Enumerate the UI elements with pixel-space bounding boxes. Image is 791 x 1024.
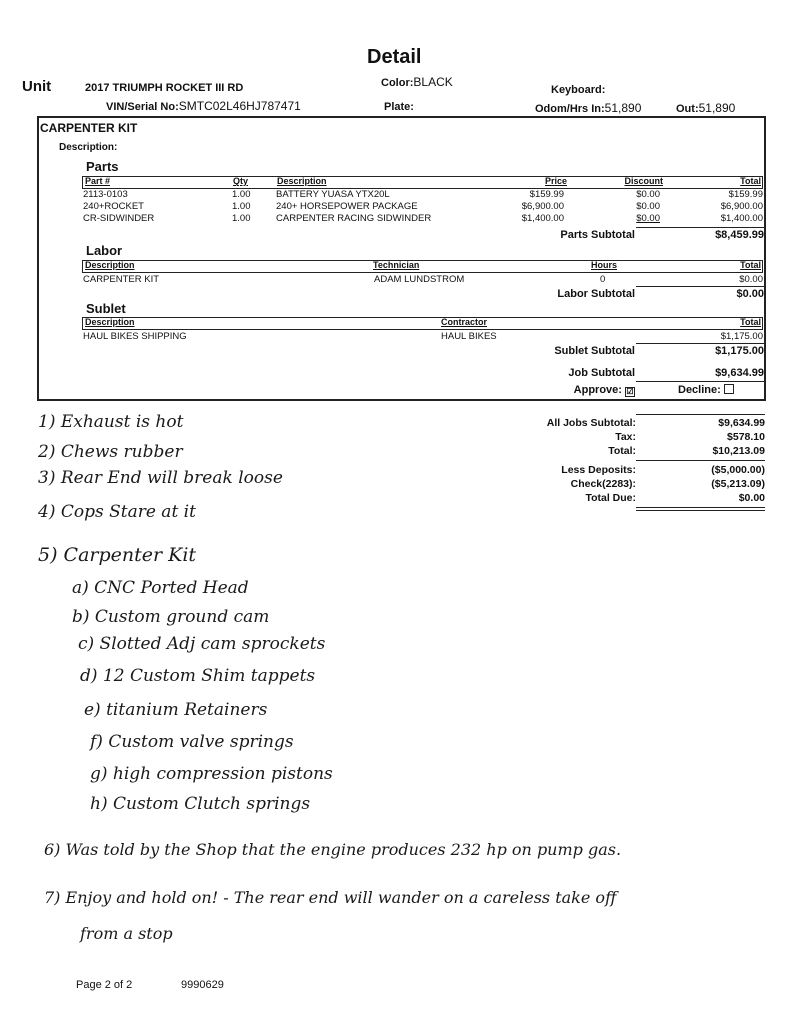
totals-label: Total: xyxy=(608,445,636,457)
handwritten-note: 4) Cops Stare at it xyxy=(38,502,196,522)
color-value: BLACK xyxy=(413,75,453,89)
parts-header xyxy=(82,176,763,189)
parts-col-qty: Qty xyxy=(233,176,249,186)
totals-double-rule xyxy=(636,507,765,511)
part-description: CARPENTER RACING SIDWINDER xyxy=(276,213,432,224)
labor-header xyxy=(82,260,763,273)
document-number: 9990629 xyxy=(181,979,224,991)
labor-title: Labor xyxy=(86,243,123,258)
parts-col-part: Part # xyxy=(85,176,111,186)
sublet-subtotal-value: $1,175.00 xyxy=(715,345,764,357)
totals-mid-rule xyxy=(636,460,765,461)
totals-label: Less Deposits: xyxy=(561,464,636,476)
totals-value: $0.00 xyxy=(738,492,765,504)
odom-out-value: 51,890 xyxy=(698,101,736,115)
totals-label: Tax: xyxy=(615,431,636,443)
job-box xyxy=(37,116,766,401)
labor-technician: ADAM LUNDSTROM xyxy=(374,274,465,285)
handwritten-subnote: g) high compression pistons xyxy=(90,764,333,784)
handwritten-subnote: f) Custom valve springs xyxy=(90,732,294,752)
vin-field xyxy=(106,99,301,113)
part-description: BATTERY YUASA YTX20L xyxy=(276,189,390,200)
part-total: $6,900.00 xyxy=(720,201,763,212)
sublet-total: $1,175.00 xyxy=(720,331,763,342)
labor-total: $0.00 xyxy=(739,274,763,285)
parts-subtotal-label: Parts Subtotal xyxy=(560,229,635,241)
job-subtotal-rule xyxy=(636,381,764,382)
decline-label: Decline: xyxy=(678,384,721,396)
job-subtotal-value: $9,634.99 xyxy=(715,367,764,379)
labor-col-description: Description xyxy=(85,260,135,270)
handwritten-note: 3) Rear End will break loose xyxy=(38,468,283,488)
sublet-description: HAUL BIKES SHIPPING xyxy=(83,331,187,342)
part-discount: $0.00 xyxy=(636,189,660,200)
sublet-col-contractor: Contractor xyxy=(441,317,488,327)
labor-hours: 0 xyxy=(600,274,606,285)
totals-value: ($5,000.00) xyxy=(711,464,765,476)
vin-value: SMTC02L46HJ787471 xyxy=(178,99,301,113)
labor-col-total: Total xyxy=(740,260,761,270)
handwritten-subnote: d) 12 Custom Shim tappets xyxy=(80,666,316,686)
sublet-header xyxy=(82,317,763,330)
approve-checkbox[interactable]: ☑ xyxy=(626,387,634,396)
part-qty: 1.00 xyxy=(232,201,251,212)
totals-top-rule xyxy=(636,414,765,415)
handwritten-note: 5) Carpenter Kit xyxy=(38,544,197,566)
decline-field xyxy=(678,384,734,396)
approve-field xyxy=(574,384,635,397)
labor-col-technician: Technician xyxy=(373,260,420,270)
color-field xyxy=(381,75,453,89)
totals-value: $10,213.09 xyxy=(712,445,765,457)
approve-label: Approve: xyxy=(573,384,622,396)
sublet-subtotal-rule xyxy=(636,343,764,344)
parts-subtotal-rule xyxy=(636,227,764,228)
job-description-label: Description: xyxy=(59,142,118,153)
parts-subtotal-value: $8,459.99 xyxy=(715,229,764,241)
sublet-title: Sublet xyxy=(86,301,126,316)
handwritten-subnote: c) Slotted Adj cam sprockets xyxy=(78,634,326,654)
handwritten-note: 6) Was told by the Shop that the engine produces 232 hp on pump gas. xyxy=(44,840,622,859)
plate-label: Plate: xyxy=(384,101,414,113)
part-number: 240+ROCKET xyxy=(83,201,144,212)
part-number: 2113-0103 xyxy=(83,189,128,200)
handwritten-note: 2) Chews rubber xyxy=(38,442,183,462)
odom-in-value: 51,890 xyxy=(604,101,642,115)
part-qty: 1.00 xyxy=(232,213,251,224)
vehicle-name: 2017 TRIUMPH ROCKET III RD xyxy=(85,82,244,94)
handwritten-subnote: a) CNC Ported Head xyxy=(72,578,249,598)
handwritten-subnote: e) titanium Retainers xyxy=(84,700,268,720)
sublet-contractor: HAUL BIKES xyxy=(441,331,497,342)
totals-value: $9,634.99 xyxy=(718,417,765,429)
keyboard-label: Keyboard: xyxy=(551,84,606,96)
handwritten-subnote: h) Custom Clutch springs xyxy=(90,794,311,814)
part-qty: 1.00 xyxy=(232,189,251,200)
labor-subtotal-rule xyxy=(636,286,764,287)
labor-col-hours: Hours xyxy=(591,260,618,270)
totals-label: Check(2283): xyxy=(570,478,636,490)
totals-value: $578.10 xyxy=(727,431,765,443)
totals-value: ($5,213.09) xyxy=(711,478,765,490)
handwritten-subnote: b) Custom ground cam xyxy=(72,607,270,627)
sublet-subtotal-label: Sublet Subtotal xyxy=(554,345,635,357)
part-price: $1,400.00 xyxy=(521,213,564,224)
page-number: Page 2 of 2 xyxy=(76,979,133,991)
vin-label: VIN/Serial No: xyxy=(106,101,179,113)
parts-col-total: Total xyxy=(740,176,761,186)
part-price: $159.99 xyxy=(529,189,564,200)
labor-description: CARPENTER KIT xyxy=(83,274,160,285)
part-description: 240+ HORSEPOWER PACKAGE xyxy=(276,201,418,212)
parts-col-price: Price xyxy=(544,176,567,186)
totals-label: All Jobs Subtotal: xyxy=(546,417,636,429)
sublet-col-description: Description xyxy=(85,317,135,327)
decline-checkbox[interactable] xyxy=(724,384,734,394)
part-total: $159.99 xyxy=(728,189,763,200)
parts-col-description: Description xyxy=(277,176,327,186)
parts-col-discount: Discount xyxy=(624,176,663,186)
color-label: Color: xyxy=(381,77,414,89)
labor-subtotal-value: $0.00 xyxy=(736,288,764,300)
odom-out-field xyxy=(676,101,735,115)
job-subtotal-label: Job Subtotal xyxy=(568,367,635,379)
part-discount: $0.00 xyxy=(636,201,660,212)
handwritten-note: 7) Enjoy and hold on! - The rear end will wander on a careless take off xyxy=(44,888,617,907)
handwritten-note: from a stop xyxy=(80,924,173,943)
odom-in-field xyxy=(535,101,641,115)
totals-label: Total Due: xyxy=(585,492,636,504)
part-discount: $0.00 xyxy=(636,213,660,224)
parts-title: Parts xyxy=(86,159,119,174)
odom-in-label: Odom/Hrs In: xyxy=(535,103,605,115)
page-title: Detail xyxy=(367,46,422,68)
unit-label: Unit xyxy=(22,78,52,95)
part-number: CR-SIDWINDER xyxy=(83,213,155,224)
odom-out-label: Out: xyxy=(676,103,699,115)
labor-subtotal-label: Labor Subtotal xyxy=(557,288,635,300)
sublet-col-total: Total xyxy=(740,317,761,327)
handwritten-note: 1) Exhaust is hot xyxy=(38,412,184,432)
part-total: $1,400.00 xyxy=(720,213,763,224)
job-name: CARPENTER KIT xyxy=(40,121,138,135)
part-price: $6,900.00 xyxy=(521,201,564,212)
